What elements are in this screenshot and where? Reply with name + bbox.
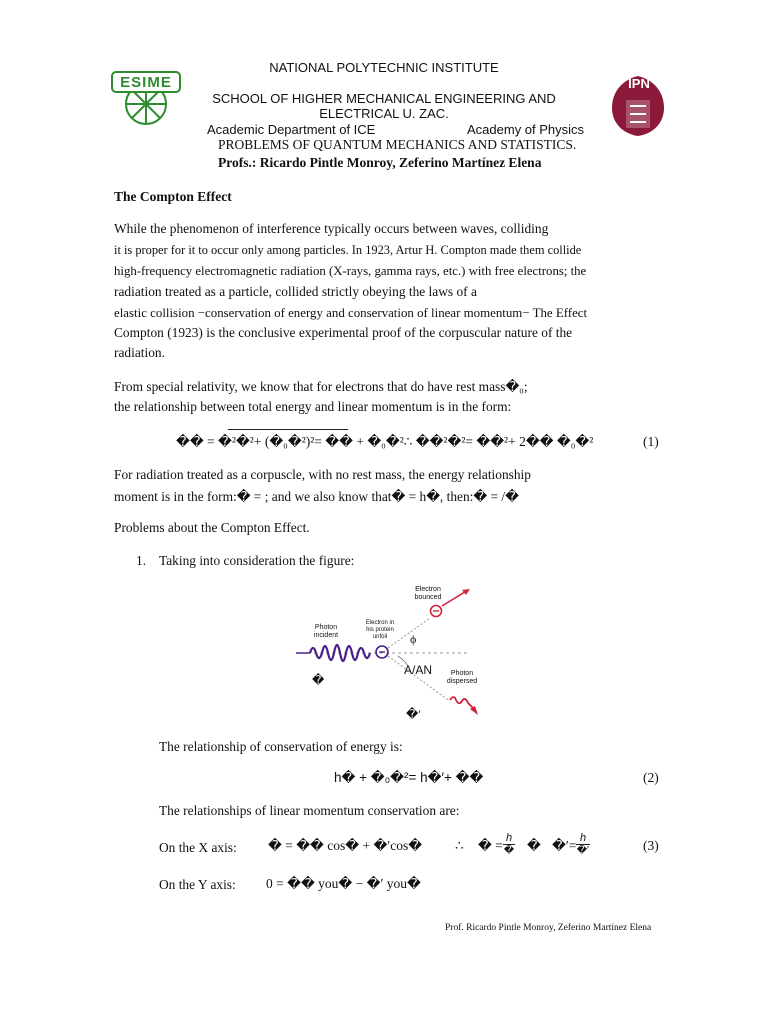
electron-bounced-label-line: bounced <box>414 594 442 601</box>
incident-wave <box>310 645 370 661</box>
lambda-label: � <box>312 673 325 687</box>
equation-2-number: (2) <box>643 770 659 785</box>
intro-line: high-frequency electromagnetic radiation (X-rays, gamma rays, etc.) with free electrons; the <box>114 264 587 278</box>
corpuscle-line: For radiation treated as a corpuscle, with no rest mass, the energy relationship <box>114 467 531 482</box>
angle-label: A/AN <box>404 663 433 677</box>
equation-2: h� + �₀�²= h�′+ �� <box>334 770 484 785</box>
fraction-2-denominator: �′ <box>576 845 590 856</box>
electron-at-rest-label-line: Electron in <box>365 620 395 626</box>
intro-line: elastic collision −conservation of energy and conservation of linear momentum− The Effect <box>114 306 588 320</box>
equation-1-number: (1) <box>643 434 659 449</box>
fraction-2-numerator: h <box>579 832 587 844</box>
fraction-1-denominator: � <box>503 845 515 856</box>
equation-3-part3-lhs: �′= <box>552 838 577 853</box>
fraction-1 <box>503 832 515 857</box>
ipn-logo <box>606 70 670 140</box>
equation-3-part1: � = �� cos� + �′cos� <box>268 838 423 853</box>
problem-1-text: Taking into consideration the figure: <box>159 553 355 568</box>
phi-label: ϕ <box>410 632 417 646</box>
problem-1-number: 1. <box>136 553 147 568</box>
equation-3-number: (3) <box>643 838 659 853</box>
ipn-logo-text: IPN <box>628 76 650 91</box>
equation-3-part2-lhs: � = <box>478 838 503 853</box>
electron-at-rest-label <box>358 620 402 641</box>
y-axis-label: On the Y axis: <box>159 877 236 892</box>
photon-dispersed-label-line: dispersed <box>446 678 478 685</box>
compton-diagram <box>290 580 490 720</box>
department-name: Academic Department of ICE <box>207 122 376 137</box>
electron-at-rest-label-line: unfoil <box>372 634 388 640</box>
school-name-line1: SCHOOL OF HIGHER MECHANICAL ENGINEERING AND <box>212 91 556 106</box>
momentum-text: The relationships of linear momentum conservation are: <box>159 803 460 818</box>
electron-at-rest-label-line: his protein <box>366 627 394 633</box>
intro-line: radiation treated as a particle, collided strictly obeying the laws of a <box>114 284 477 299</box>
fraction-1-numerator: h <box>505 832 513 844</box>
intro-line: radiation. <box>114 345 165 360</box>
equation-1: �� = �²�²+ (�₀�²)²= �� + �₀�²∴ ��²�²= ��²+ 2�� �₀�² <box>176 434 594 449</box>
scattered-wave <box>450 697 474 709</box>
photon-dispersed-label <box>444 670 480 686</box>
intro-line: While the phenomenon of interference typically occurs between waves, colliding <box>114 221 549 236</box>
x-axis-label: On the X axis: <box>159 840 237 855</box>
intro-line: it is proper for it to occur only among particles. In 1923, Artur H. Compton made them collide <box>114 243 582 257</box>
sqrt-bar <box>228 429 348 430</box>
equation-3-gap-symbol: � <box>527 838 541 853</box>
compton-figure <box>290 580 490 720</box>
lambda-prime-label: �′ <box>406 707 421 721</box>
esime-logo <box>108 64 184 130</box>
photon-incident-label-line: Photon <box>314 624 338 631</box>
relativity-line: the relationship between total energy and linear momentum is in the form: <box>114 399 512 414</box>
profs-line: Profs.: Ricardo Pintle Monroy, Zeferino Martínez Elena <box>218 155 542 170</box>
energy-text: The relationship of conservation of energy is: <box>159 739 403 754</box>
photon-dispersed-label-line: Photon <box>450 670 474 677</box>
electron-arrowhead <box>462 589 470 595</box>
section-title: The Compton Effect <box>114 189 232 204</box>
photon-incident-label-line: incident <box>313 632 339 639</box>
corpuscle-line: moment is in the form:� = ; and we also know that� = h�, then:� = /� <box>114 489 519 504</box>
page-footer: Prof. Ricardo Pintle Monroy, Zeferino Martínez Elena <box>445 923 652 933</box>
photon-incident-label <box>306 624 346 640</box>
electron-bounced-label-line: Electron <box>415 586 441 593</box>
problems-title: PROBLEMS OF QUANTUM MECHANICS AND STATISTICS. <box>218 137 577 152</box>
fraction-2 <box>576 832 590 857</box>
equation-4: 0 = �� you� − �′ you� <box>266 876 421 891</box>
relativity-line: From special relativity, we know that for electrons that do have rest mass�₀; <box>114 379 528 394</box>
school-name-line2: ELECTRICAL U. ZAC. <box>319 106 449 121</box>
academy-name: Academy of Physics <box>467 122 585 137</box>
esime-logo-text: ESIME <box>120 74 172 91</box>
electron-bounced-label <box>410 586 446 602</box>
therefore-symbol: ∴ <box>455 838 464 853</box>
institute-name: NATIONAL POLYTECHNIC INSTITUTE <box>269 60 499 75</box>
problems-heading: Problems about the Compton Effect. <box>114 520 310 535</box>
intro-line: Compton (1923) is the conclusive experimental proof of the corpuscular nature of the <box>114 325 573 340</box>
